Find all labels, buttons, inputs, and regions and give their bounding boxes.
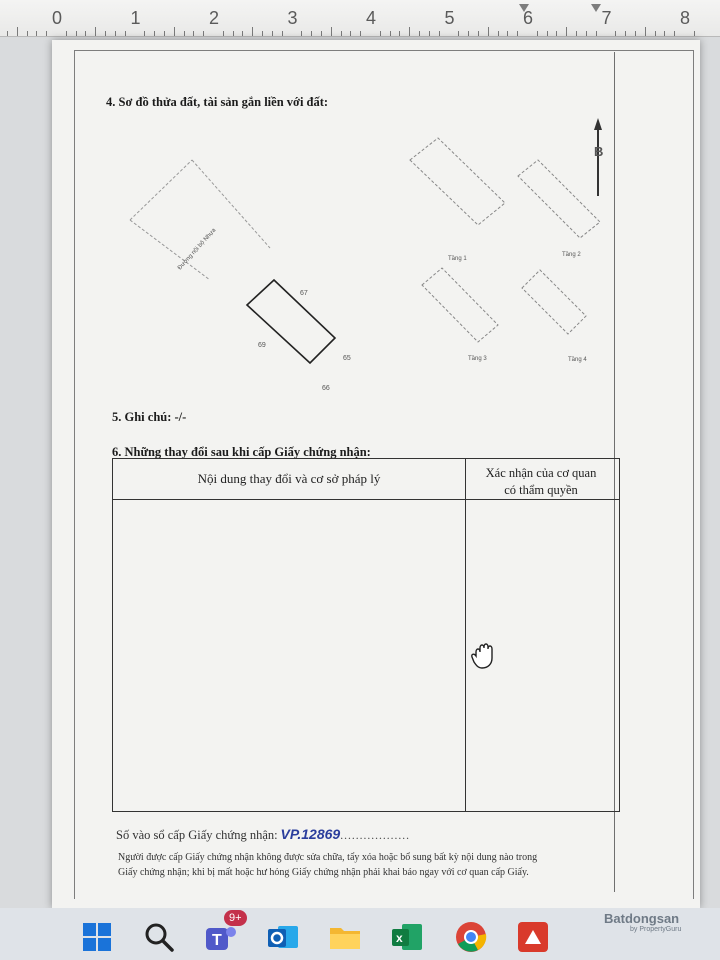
- ruler-tick: [223, 31, 224, 36]
- file-explorer-icon[interactable]: [328, 920, 362, 954]
- registration-number: VP.12869: [280, 826, 341, 842]
- ruler-number: 3: [287, 8, 298, 28]
- section-4-heading: 4. Sơ đồ thửa đất, tài sản gắn liền với đất:: [106, 95, 329, 109]
- lot-number: 65: [343, 355, 351, 362]
- windows-start-icon[interactable]: [80, 920, 114, 954]
- ruler-number: 7: [601, 8, 612, 28]
- land-plot-sketch: [60, 110, 620, 400]
- changes-table: [112, 458, 620, 812]
- ruler-tick: [537, 31, 538, 36]
- ruler-tick: [439, 31, 440, 36]
- floor-3-plan: [422, 268, 498, 362]
- road-outline: [130, 160, 270, 280]
- ruler-tick: [184, 31, 185, 36]
- ruler-tick: [272, 31, 273, 36]
- ruler-tick: [556, 31, 557, 36]
- north-arrow-icon: [594, 118, 603, 196]
- main-lot: [247, 280, 351, 392]
- ruler-tick: [615, 31, 616, 36]
- ruler-tick: [596, 31, 597, 36]
- section-6-heading: 6. Những thay đổi sau khi cấp Giấy chứng nhận:: [112, 445, 371, 459]
- floor-2-plan: [518, 160, 600, 258]
- ruler-tick: [507, 31, 508, 36]
- floor-label: Tầng 1: [448, 256, 467, 262]
- ruler-tick: [350, 31, 351, 36]
- ruler-tick: [311, 31, 312, 36]
- confirmation-header-line-1: Xác nhận của cơ quan: [485, 466, 597, 480]
- table-header-content: Nội dung thay đổi và cơ sở pháp lý: [197, 471, 381, 486]
- floor-label: Tầng 4: [568, 357, 587, 363]
- ruler-tick: [95, 27, 96, 36]
- ruler-tick: [144, 31, 145, 36]
- ruler-tick: [655, 31, 656, 36]
- ruler-tick: [301, 31, 302, 36]
- ruler-tick: [468, 31, 469, 36]
- ruler-tick: [46, 31, 47, 36]
- ruler-number: 6: [523, 8, 534, 28]
- horizontal-ruler[interactable]: [0, 0, 720, 37]
- ruler-tick: [233, 31, 234, 36]
- floor-4-plan: [522, 270, 587, 363]
- ruler-number: 5: [444, 8, 455, 28]
- watermark-brand: Batdongsan: [604, 911, 680, 926]
- svg-text:x: x: [396, 931, 403, 945]
- ruler-tick: [419, 31, 420, 36]
- confirmation-header-line-2: có thẩm quyền: [504, 483, 578, 497]
- reader-app-icon[interactable]: [516, 920, 550, 954]
- ruler-tick: [66, 31, 67, 36]
- ruler-tick: [17, 27, 18, 36]
- ruler-tick: [115, 31, 116, 36]
- svg-text:T: T: [212, 932, 222, 949]
- ruler-number: 8: [680, 8, 691, 28]
- floor-label: Tầng 2: [562, 252, 581, 258]
- ruler-tick: [674, 31, 675, 36]
- ruler-tick: [360, 31, 361, 36]
- registration-dots: ..................: [340, 830, 410, 842]
- ruler-tick: [517, 31, 518, 36]
- lot-number: 66: [322, 385, 330, 392]
- notice-line-1: Người được cấp Giấy chứng nhận không được sửa chữa, tẩy xóa hoặc bổ sung bất kỳ nội dung nào trong: [118, 852, 538, 863]
- ruler-tick: [586, 31, 587, 36]
- ruler-tick: [399, 31, 400, 36]
- ruler-tick: [174, 27, 175, 36]
- ruler-tick: [547, 31, 548, 36]
- floor-1-plan: [410, 138, 505, 262]
- lot-number: 67: [300, 290, 308, 297]
- teams-notification-badge: 9+: [224, 910, 247, 926]
- lot-number: 69: [258, 342, 266, 349]
- ruler-tick: [282, 31, 283, 36]
- watermark: [604, 910, 681, 933]
- ruler-tick: [429, 31, 430, 36]
- ruler-tick: [566, 27, 567, 36]
- ruler-tick: [125, 31, 126, 36]
- ruler-tick: [36, 31, 37, 36]
- excel-icon[interactable]: [390, 920, 424, 954]
- ruler-number: 4: [366, 8, 377, 28]
- street-label: Đường nội bộ Nhựa: [177, 227, 218, 272]
- ruler-number: 2: [209, 8, 220, 28]
- chrome-icon[interactable]: [454, 920, 488, 954]
- search-icon[interactable]: [142, 920, 176, 954]
- ruler-tick: [694, 31, 695, 36]
- table-column-divider: [465, 459, 466, 811]
- ruler-tick: [105, 31, 106, 36]
- ruler-tick: [76, 31, 77, 36]
- notice-line-2: Giấy chứng nhận; khi bị mất hoặc hư hỏng Giấy chứng nhận phải khai báo ngay với cơ quan cấp Giấy.: [118, 867, 529, 878]
- ruler-tick: [625, 31, 626, 36]
- ruler-tick: [635, 31, 636, 36]
- ruler-tick: [488, 27, 489, 36]
- ruler-number: 0: [52, 8, 63, 28]
- ruler-tick: [193, 31, 194, 36]
- outlook-icon[interactable]: [266, 920, 300, 954]
- ruler-tick: [458, 31, 459, 36]
- ruler-tick: [390, 31, 391, 36]
- ruler-tick: [154, 31, 155, 36]
- watermark-sub: by PropertyGuru: [630, 926, 682, 933]
- ruler-number: 1: [130, 8, 141, 28]
- ruler-tick: [645, 27, 646, 36]
- ruler-tick: [242, 31, 243, 36]
- ruler-tick: [262, 31, 263, 36]
- ruler-tick: [380, 31, 381, 36]
- ruler-tick: [664, 31, 665, 36]
- ruler-tick: [27, 31, 28, 36]
- ruler-tick: [576, 31, 577, 36]
- ruler-tick: [331, 27, 332, 36]
- ruler-tick: [478, 31, 479, 36]
- registration-label: Số vào sổ cấp Giấy chứng nhận:: [116, 828, 278, 842]
- hand-cursor-icon: [470, 642, 500, 670]
- ruler-tick: [7, 31, 8, 36]
- north-label: B: [594, 144, 604, 159]
- ruler-tick: [341, 31, 342, 36]
- ruler-tick: [85, 31, 86, 36]
- registration-line: [116, 826, 410, 843]
- ruler-tick: [498, 31, 499, 36]
- ruler-tick: [203, 31, 204, 36]
- ruler-tick: [409, 27, 410, 36]
- ruler-tick: [252, 27, 253, 36]
- indent-marker[interactable]: [519, 4, 529, 12]
- ruler-tick: [321, 31, 322, 36]
- section-5-heading: 5. Ghi chú: -/-: [112, 410, 187, 424]
- floor-label: Tầng 3: [468, 356, 487, 362]
- table-header-confirmation: [466, 465, 616, 499]
- indent-marker[interactable]: [591, 4, 601, 12]
- ruler-tick: [164, 31, 165, 36]
